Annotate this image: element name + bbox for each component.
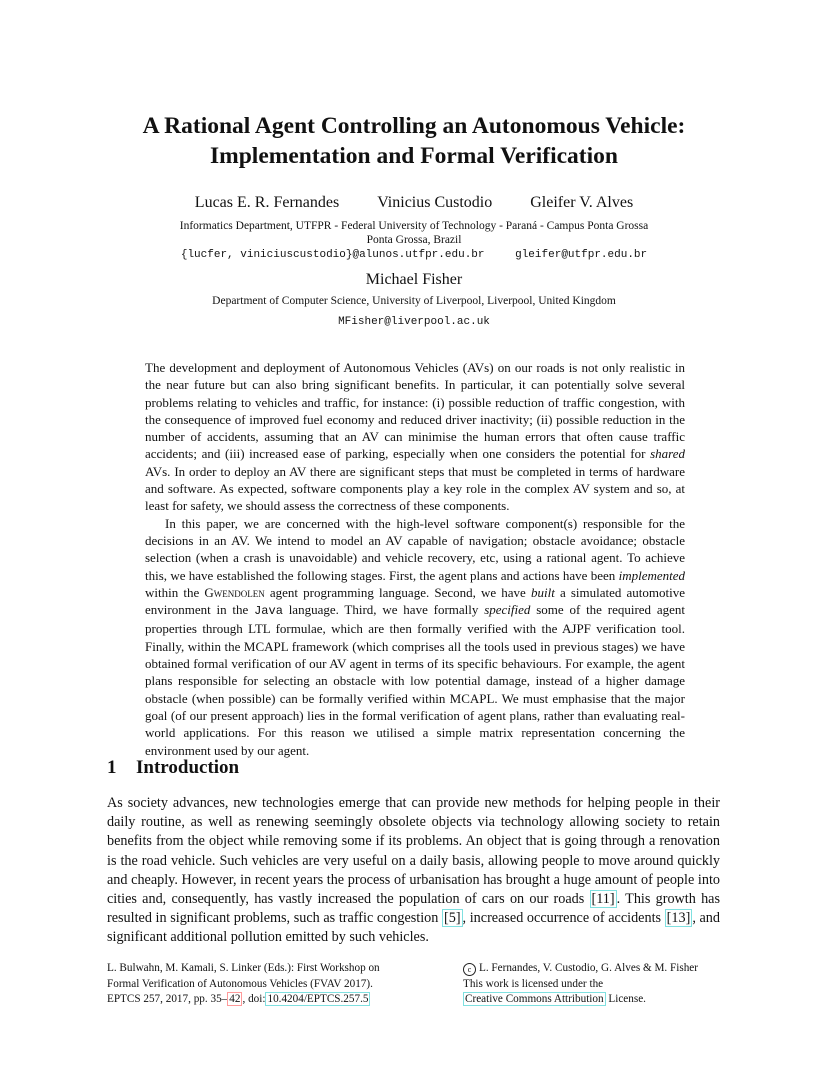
email-list-1 xyxy=(120,249,708,261)
title-line-1: A Rational Agent Controlling an Autonomous Vehicle: xyxy=(142,113,686,139)
citation-link[interactable]: [11] xyxy=(591,891,615,908)
title-line-2: Implementation and Formal Verification xyxy=(210,143,618,169)
author-list xyxy=(60,194,768,212)
abstract-paragraph-2: In this paper, we are concerned with the high-level software component(s) responsible for the decisions in an AV. We intend to model an AV capable of navigation; obstacle avoidance; obstacle selection (when a crash is unavoidable) and vehicle recovery, etc, using a rational agent. To achieve this, we have established the following stages. First, the agent plans and actions have been implemented within the Gwendolen agent programming language. Second, we have built a simulated automotive environment in the Java language. Third, we have formally specified some of the required agent properties through LTL formulae, which are then formally verified with the AJPF verification tool. Finally, within the MCAPL framework (which comprises all the tools used in previous stages) we have obtained formal verification of our AV agent in terms of its specific behaviours. For example, the agent plans responsible for selecting an obstacle with low potential damage, instead of a higher damage obstacle (when possible) can be formally verified within MCAPL. We must emphasise that the major goal (of our present approach) lies in the formal verification of agent plans, rather than evaluating real-world applications. For this reason we utilised a simple matrix representation concerning the environment used by our agent. xyxy=(145,515,686,758)
section-title: Introduction xyxy=(136,757,240,778)
author-name: Gleifer V. Alves xyxy=(530,194,634,211)
affiliation-line: Informatics Department, UTFPR - Federal University of Technology - Paraná - Campus Ponta Grossa xyxy=(179,220,649,232)
abstract-paragraph-1: The development and deployment of Autonomous Vehicles (AVs) on our roads is not only realistic in the near future but can also bring significant benefits. In particular, it can potentially solve several problems relating to vehicles and traffic, for instance: (i) possible reduction of traffic congestion, with the consequence of improved fuel economy and reduced driver inactivity; (ii) possible reduction in the number of accidents, assuming that an AV can minimise the human errors that often cause traffic accidents; and (iii) increased ease of parking, especially when one considers the potential for shared AVs. In order to deploy an AV there are significant steps that must be completed in terms of hardware and software. As expected, software components play a key role in the complex AV system and so, at least for safety, we should assess the correctness of these components. xyxy=(145,360,685,514)
author-name: Lucas E. R. Fernandes xyxy=(194,194,340,211)
abstract xyxy=(145,359,685,759)
affiliation-line: Ponta Grossa, Brazil xyxy=(366,234,462,246)
section-heading xyxy=(107,757,239,779)
citation-link[interactable]: [5] xyxy=(444,910,461,927)
email-address-2: MFisher@liverpool.ac.uk xyxy=(338,316,490,328)
author-name: Vinicius Custodio xyxy=(377,194,493,211)
author-name: Michael Fisher xyxy=(365,271,463,288)
last-page-link[interactable]: 42 xyxy=(229,993,241,1005)
paper-title xyxy=(60,111,768,171)
affiliation-1 xyxy=(150,219,678,247)
citation-link[interactable]: [13] xyxy=(666,910,691,927)
copyright-icon: c xyxy=(463,963,476,976)
affiliation-2: Department of Computer Science, University of Liverpool, Liverpool, United Kingdom xyxy=(212,295,616,307)
section-number: 1 xyxy=(107,757,117,778)
doi-link[interactable]: 10.4204/EPTCS.257.5 xyxy=(267,993,369,1005)
email-address: {lucfer, viniciuscustodio}@alunos.utfpr.edu.br xyxy=(180,249,485,261)
email-address: gleifer@utfpr.edu.br xyxy=(515,249,648,261)
intro-paragraph: As society advances, new technologies emerge that can provide new methods for helping people in their daily routine, as well as renewing seemingly obsolete objects via technology allowing society to retain benefits from the object while removing some if its problems. An object that is going through a renovation is the road vehicle. Such vehicles are very useful on a daily basis, allowing people to move around quickly and cheaply. However, in recent years the process of urbanisation has brought a huge amount of people into cities and, consequently, has vastly increased the population of cars on our roads [11] . This growth has resulted in significant problems, such as traffic congestion [5] , increased occurrence of accidents [13] , and significant additional pollution emitted by such vehicles. xyxy=(107,795,720,946)
footer-license-info: c L. Fernandes, V. Custodio, G. Alves & M. Fisher This work is licensed under the Creative Commons Attribution License. xyxy=(463,962,698,1005)
footer-publication-info: L. Bulwahn, M. Kamali, S. Linker (Eds.): First Workshop on Formal Verification of Autonomous Vehicles (FVAV 2017). EPTCS 257, 2017, pp. 35– 42 , doi: 10.4204/EPTCS.257.5 xyxy=(107,962,380,1005)
license-link[interactable]: Creative Commons Attribution xyxy=(465,993,604,1005)
